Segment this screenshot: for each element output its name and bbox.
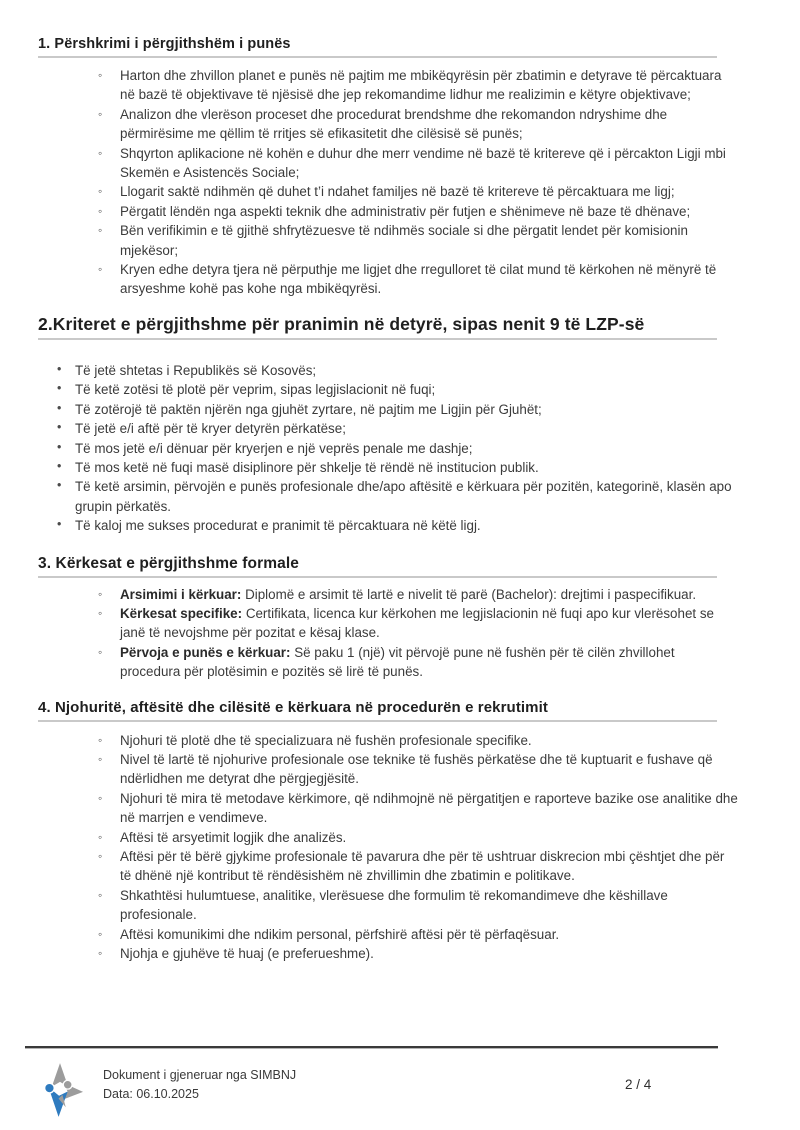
- item-text: Certifikata, licenca kur kërkohen me legjislacionin në fuqi apo kur vlerësohet se janë të nevojshme për pozitat e kësaj klase.: [120, 605, 714, 641]
- list-item: ◦ Kryen edhe detyra tjera në përputhje me ligjet dhe rregulloret të cilat mund të kërkohen në mënyrë të arsyeshme kohë pas kohe nga mbikëqyrësi.: [38, 260, 738, 299]
- page-number: 2 / 4: [625, 1077, 652, 1092]
- footer-content: [25, 1049, 718, 1119]
- section-1-title: 1. Përshkrimi i përgjithshëm i punës: [38, 36, 291, 52]
- section-3-list: [38, 585, 738, 682]
- list-item: • Të ketë arsimin, përvojën e punës profesionale dhe/apo aftësitë e kërkuara për pozitën, kategorinë, klasën apo grupin përkatës.: [38, 477, 733, 516]
- item-label: Arsimimi i kërkuar:: [120, 586, 242, 602]
- section-knowledge-skills: [38, 682, 738, 964]
- section-2-list: [38, 361, 733, 536]
- section-3-divider: [38, 576, 717, 578]
- section-4-list: [38, 731, 738, 964]
- footer-generated-by: Dokument i gjeneruar nga SIMBNJ: [103, 1068, 297, 1082]
- section-4-divider: [38, 720, 717, 722]
- footer-text-block: [103, 1061, 296, 1104]
- section-3-title: 3. Kërkesat e përgjithshme formale: [38, 554, 299, 572]
- list-item: [38, 604, 738, 643]
- section-4-title: 4. Njohuritë, aftësitë dhe cilësitë e kërkuara në procedurën e rekrutimit: [38, 698, 548, 716]
- list-item: [38, 643, 738, 682]
- item-label: Përvoja e punës e kërkuar:: [120, 644, 291, 660]
- list-item: ◦ Bën verifikimin e të gjithë shfrytëzuesve të ndihmës sociale si dhe përgatit lendet për komisionin mjekësor;: [38, 221, 738, 260]
- section-2-title: 2.Kriteret e përgjithshme për pranimin në detyrë, sipas nenit 9 të LZP-së: [38, 313, 645, 334]
- list-item: • Të jetë e/i aftë për të kryer detyrën përkatëse;: [38, 419, 733, 438]
- list-item: ◦ Analizon dhe vlerëson proceset dhe procedurat brendshme dhe rekomandon ndryshime dhe përmirësime me qëllim të rritjes së efikasitetit dhe cilësisë së punës;: [38, 105, 738, 144]
- list-item: ◦ Nivel të lartë të njohurive profesionale ose teknike të fushës përkatëse dhe të kuptuarit e fushave që ndërlidhen me detyrat dhe përgjegjësitë.: [38, 750, 738, 789]
- section-general-criteria: [38, 299, 732, 536]
- list-item: ◦ Përgatit lëndën nga aspekti teknik dhe administrativ për futjen e shënimeve në baze të dhënave;: [38, 202, 738, 221]
- list-item: [38, 585, 738, 604]
- list-item: • Të mos jetë e/i dënuar për kryerjen e një veprës penale me dashje;: [38, 439, 733, 458]
- list-item: ◦ Aftësi për të bërë gjykime profesionale të pavarura dhe për të ushtruar diskrecion mbi çështjet dhe për të dhënë një kontribut të rëndësishëm në zhvillimin dhe zbatimin e politikave.: [38, 847, 738, 886]
- list-item: • Të mos ketë në fuqi masë disiplinore për shkelje të rëndë në institucion publik.: [38, 458, 733, 477]
- list-item: ◦ Harton dhe zhvillon planet e punës në pajtim me mbikëqyrësin për zbatimin e detyrave të përcaktuara në bazë të objektivave të njësisë dhe jep rekomandime lidhur me realizimin e këtyre objektivave;: [38, 66, 738, 105]
- section-1-list: [38, 66, 738, 299]
- list-item: • Të zotërojë të paktën njërën nga gjuhët zyrtare, në pajtim me Ligjin për Gjuhët;: [38, 400, 733, 419]
- section-1-divider: [38, 56, 717, 58]
- list-item: ◦ Shkathtësi hulumtuese, analitike, vlerësuese dhe formulim të rekomandimeve dhe këshillave profesionale.: [38, 886, 738, 925]
- list-item: ◦ Njohuri të plotë dhe të specializuara në fushën profesionale specifike.: [38, 731, 738, 750]
- section-2-divider: [38, 338, 717, 340]
- item-label: Kërkesat specifike:: [120, 605, 243, 621]
- list-item: ◦ Njohuri të mira të metodave kërkimore, që ndihmojnë në përgatitjen e raporteve bazike ose analitike dhe në marrjen e vendimeve.: [38, 789, 738, 828]
- list-item: • Të ketë zotësi të plotë për veprim, sipas legjislacionit në fuqi;: [38, 380, 733, 399]
- section-formal-requirements: [38, 536, 717, 682]
- simbnj-logo-icon: [36, 1061, 84, 1119]
- page-footer: [25, 1046, 718, 1119]
- list-item: ◦ Aftësi të arsyetimit logjik dhe analizës.: [38, 828, 738, 847]
- document-content: [38, 0, 738, 963]
- list-item: ◦ Shqyrton aplikacione në kohën e duhur dhe merr vendime në bazë të kritereve që i përcakton Ligji mbi Skemën e Asistencës Sociale;: [38, 144, 738, 183]
- list-item: ◦ Njohja e gjuhëve të huaj (e preferueshme).: [38, 944, 738, 963]
- item-text: Diplomë e arsimit të lartë e nivelit të parë (Bachelor): drejtimi i paspecifikuar.: [245, 586, 697, 602]
- section-job-description: [38, 0, 726, 299]
- list-item: ◦ Aftësi komunikimi dhe ndikim personal, përfshirë aftësi për të përfaqësuar.: [38, 925, 738, 944]
- footer-date: Data: 06.10.2025: [103, 1087, 199, 1101]
- list-item: • Të kaloj me sukses procedurat e pranimit të përcaktuara në këtë ligj.: [38, 516, 733, 535]
- item-text: Së paku 1 (një) vit përvojë pune në fushën për të cilën zhvillohet procedura për plotësimin e pozitës së lirë të punës.: [120, 644, 675, 680]
- list-item: • Të jetë shtetas i Republikës së Kosovës;: [38, 361, 733, 380]
- list-item: ◦ Llogarit saktë ndihmën që duhet t’i ndahet familjes në bazë të kritereve të përcaktuara me ligj;: [38, 182, 738, 201]
